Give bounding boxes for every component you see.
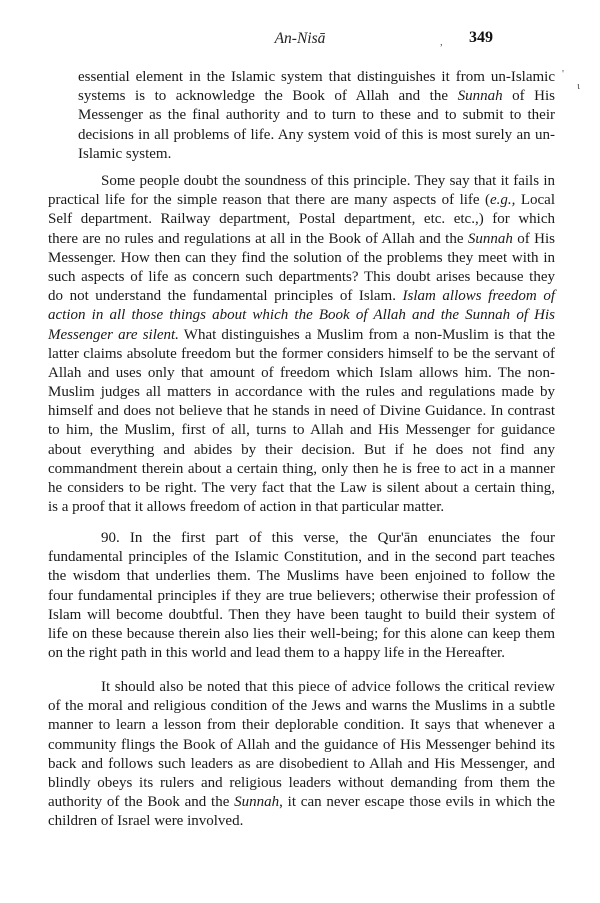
text-line: Islam will become doubtful. Then they have been taught to build their system of — [48, 606, 555, 623]
text-line: Islamic system. — [78, 145, 172, 162]
text-line: Muslim judges all matters in accordance with the rules and regulations made by — [48, 384, 555, 401]
text-line: on the right path in this world and lead them to a happy life in the Hereafter. — [48, 645, 505, 662]
text-line: action in all those things about which the Book of Allah and the Sunnah of His — [48, 307, 555, 324]
text-line: systems is to acknowledge the Book of Allah and the Sunnah of His — [78, 88, 555, 105]
text-line: children of Israel were involved. — [48, 813, 244, 830]
text-line: blindly obeys its rulers and religious leaders without demanding from them the — [48, 774, 555, 791]
text-line: life on these because therein also lies their well-being; for this alone can keep them — [48, 625, 555, 642]
paragraph-doubt — [48, 172, 555, 517]
text-line: commandment therein about a certain thing, only then he is free to act in a manner — [48, 460, 555, 477]
text-line: is a proof that it allows freedom of action in that particular matter. — [48, 499, 445, 516]
paragraph-advice — [48, 678, 555, 832]
text-line: Self department. Railway department, Postal department, etc. etc.,) for which — [48, 211, 555, 228]
text-line: he considers to be right. The very fact that the Law is silent about a certain thing, — [48, 480, 555, 496]
text-line: himself and does not believe that he stands in need of Divine Guidance. In contrast — [48, 403, 555, 420]
text-line: Allah and uses only that amount of freedom which Islam allows him. The non- — [48, 364, 555, 381]
text-line: about everything and abides by their decision. But if he does not find any — [48, 441, 555, 458]
text-line: practical life for the simple reason that there are many aspects of life (e.g., Local — [48, 192, 555, 209]
running-title: An-Nisā — [274, 30, 326, 47]
text-line: Messenger as the final authority and to turn to these and to submit to their — [78, 107, 555, 124]
text-line: fundamental principles of the Islamic Constitution, and in the second part teaches — [48, 549, 555, 566]
text-line: do not understand the fundamental principles of Islam. Islam allows freedom of — [48, 288, 556, 305]
text-line: Messenger. How then can they find the solution of the problems they meet with in — [48, 249, 555, 266]
text-line: the wisdom that underlies them. The Muslims have been enjoined to follow the — [48, 568, 555, 585]
text-line: Messenger are silent. What distinguishes a Muslim from a non-Muslim is that the — [48, 326, 555, 343]
text-line: decisions in all problems of life. Any system void of this is most surely an un- — [78, 126, 555, 143]
text-line: there are no rules and regulations at all in the Book of Allah and the Sunnah of His — [48, 230, 556, 247]
paragraph-note-90 — [48, 529, 555, 663]
text-line: Some people doubt the soundness of this principle. They say that it fails in — [101, 173, 555, 189]
text-line: manner to learn a lesson from their deplorable condition. It says that whenever a — [48, 717, 555, 734]
text-line: to him, the Muslim, first of all, turns to Allah and His Messenger for guidance — [48, 422, 555, 439]
text-line: back and follows such leaders as are disobedient to Allah and His Messenger, and — [48, 755, 555, 772]
text-line: of the moral and religious condition of the Jews and warns the Muslims in a subtle — [48, 698, 555, 715]
paragraph-continuation — [78, 68, 555, 164]
text-line: such aspects of life as concern such departments? This doubt arises because they — [48, 268, 555, 285]
page-number: 349 — [469, 29, 493, 46]
scan-mark: ' — [562, 68, 564, 80]
text-line: 90. In the first part of this verse, the Qur'ān enunciates the four — [101, 530, 555, 546]
scan-mark: ι — [577, 80, 580, 92]
text-line: essential element in the Islamic system that distinguishes it from un-Islamic — [78, 69, 555, 85]
scan-mark: , — [440, 36, 443, 48]
text-line: authority of the Book and the Sunnah, it can never escape those evils in which the — [48, 794, 556, 811]
text-line: latter claims absolute freedom but the former considers himself to be the servant of — [48, 345, 555, 362]
text-line: community flings the Book of Allah and the guidance of His Messenger behind its — [48, 736, 555, 753]
text-line: four fundamental principles if they are true believers; otherwise their profession of — [48, 587, 555, 604]
text-line: It should also be noted that this piece of advice follows the critical review — [101, 679, 555, 695]
